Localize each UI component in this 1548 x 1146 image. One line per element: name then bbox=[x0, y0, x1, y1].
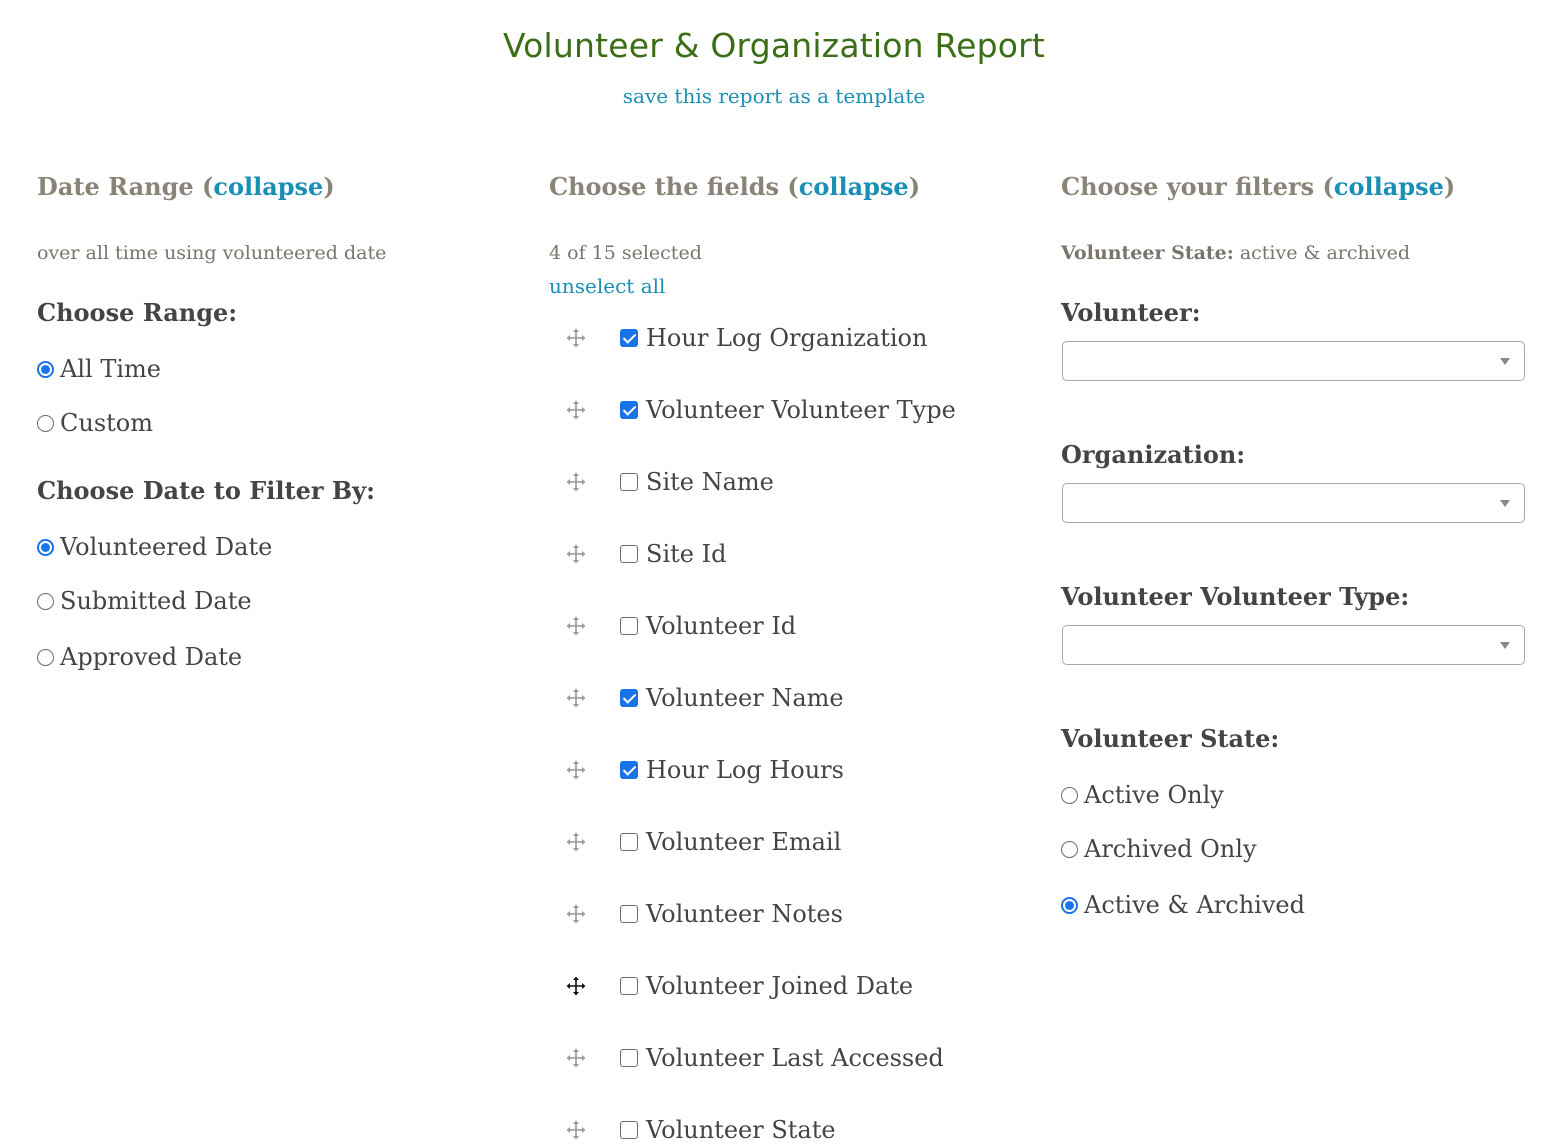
field-row-volunteer-volunteer-type[interactable] bbox=[549, 394, 1029, 426]
field-checkbox[interactable] bbox=[620, 905, 638, 923]
drag-handle-icon[interactable] bbox=[566, 1120, 586, 1140]
radio-all-time[interactable] bbox=[37, 361, 54, 378]
field-row-volunteer-name[interactable] bbox=[549, 682, 1029, 714]
date-option-volunteered[interactable] bbox=[37, 532, 272, 562]
volunteer-filter-label: Volunteer: bbox=[1061, 298, 1201, 327]
state-option-archived-only[interactable] bbox=[1061, 834, 1257, 864]
fields-title: Choose the fields bbox=[549, 172, 779, 201]
field-row-volunteer-id[interactable] bbox=[549, 610, 1029, 642]
drag-handle-icon[interactable] bbox=[566, 760, 586, 780]
field-label[interactable]: Volunteer Last Accessed bbox=[646, 1044, 944, 1072]
field-checkbox[interactable] bbox=[620, 473, 638, 491]
field-row-hour-log-organization[interactable] bbox=[549, 322, 1029, 354]
field-label[interactable]: Site Name bbox=[646, 468, 774, 496]
page-title: Volunteer & Organization Report bbox=[502, 26, 1046, 65]
date-option-approved[interactable] bbox=[37, 642, 242, 672]
date-option-submitted[interactable] bbox=[37, 586, 252, 616]
field-checkbox[interactable] bbox=[620, 833, 638, 851]
radio-submitted-date[interactable] bbox=[37, 593, 54, 610]
field-row-site-name[interactable] bbox=[549, 466, 1029, 498]
fields-collapse-link[interactable]: collapse bbox=[798, 172, 909, 201]
field-checkbox[interactable] bbox=[620, 329, 638, 347]
fields-selected-count: 4 of 15 selected bbox=[549, 242, 702, 264]
filters-summary-label: Volunteer State: bbox=[1061, 242, 1234, 264]
radio-active-only[interactable] bbox=[1061, 787, 1078, 804]
option-label: Volunteered Date bbox=[60, 533, 273, 561]
drag-handle-icon[interactable] bbox=[566, 472, 586, 492]
option-label: Approved Date bbox=[60, 643, 243, 671]
drag-handle-icon[interactable] bbox=[566, 616, 586, 636]
filters-title: Choose your filters bbox=[1061, 172, 1315, 201]
field-row-site-id[interactable] bbox=[549, 538, 1029, 570]
option-label: Archived Only bbox=[1084, 835, 1257, 863]
date-range-summary: over all time using volunteered date bbox=[37, 242, 387, 264]
drag-handle-icon[interactable] bbox=[566, 832, 586, 852]
choose-date-label: Choose Date to Filter By: bbox=[37, 476, 375, 505]
field-checkbox[interactable] bbox=[620, 1121, 638, 1139]
field-checkbox[interactable] bbox=[620, 545, 638, 563]
field-checkbox[interactable] bbox=[620, 689, 638, 707]
field-checkbox[interactable] bbox=[620, 617, 638, 635]
field-row-volunteer-notes[interactable] bbox=[549, 898, 1029, 930]
field-label[interactable]: Volunteer State bbox=[646, 1116, 836, 1144]
field-label[interactable]: Volunteer Email bbox=[646, 828, 842, 856]
filters-collapse-link[interactable]: collapse bbox=[1333, 172, 1444, 201]
drag-handle-icon[interactable] bbox=[566, 544, 586, 564]
field-label[interactable]: Volunteer Volunteer Type bbox=[646, 396, 956, 424]
field-label[interactable]: Hour Log Organization bbox=[646, 324, 928, 352]
option-label: Active & Archived bbox=[1084, 891, 1305, 919]
radio-volunteered-date[interactable] bbox=[37, 539, 54, 556]
volunteer-state-filter-label: Volunteer State: bbox=[1061, 724, 1280, 753]
drag-handle-icon[interactable] bbox=[566, 976, 586, 996]
organization-filter-label: Organization: bbox=[1061, 440, 1246, 469]
drag-handle-icon[interactable] bbox=[566, 328, 586, 348]
filters-heading: Choose your filters (collapse) bbox=[1061, 172, 1456, 201]
state-option-active-archived[interactable] bbox=[1061, 890, 1305, 920]
chevron-down-icon bbox=[1500, 500, 1510, 507]
choose-range-label: Choose Range: bbox=[37, 298, 238, 327]
organization-select[interactable] bbox=[1062, 483, 1525, 523]
option-label: Submitted Date bbox=[60, 587, 252, 615]
field-checkbox[interactable] bbox=[620, 1049, 638, 1067]
field-label[interactable]: Volunteer Joined Date bbox=[646, 972, 914, 1000]
chevron-down-icon bbox=[1500, 642, 1510, 649]
fields-heading: Choose the fields (collapse) bbox=[549, 172, 921, 201]
unselect-all-link[interactable]: unselect all bbox=[549, 274, 666, 298]
range-option-custom[interactable] bbox=[37, 408, 153, 438]
state-option-active-only[interactable] bbox=[1061, 780, 1224, 810]
option-label: Active Only bbox=[1084, 781, 1224, 809]
filters-summary bbox=[1061, 242, 1410, 264]
field-checkbox[interactable] bbox=[620, 401, 638, 419]
radio-archived-only[interactable] bbox=[1061, 841, 1078, 858]
drag-handle-icon[interactable] bbox=[566, 904, 586, 924]
field-label[interactable]: Volunteer Name bbox=[646, 684, 844, 712]
option-label: All Time bbox=[60, 355, 161, 383]
date-range-heading: Date Range (collapse) bbox=[37, 172, 335, 201]
field-label[interactable]: Volunteer Notes bbox=[646, 900, 843, 928]
field-label[interactable]: Site Id bbox=[646, 540, 727, 568]
field-row-volunteer-state[interactable] bbox=[549, 1114, 1029, 1146]
field-label[interactable]: Hour Log Hours bbox=[646, 756, 844, 784]
volunteer-select[interactable] bbox=[1062, 341, 1525, 381]
drag-handle-icon[interactable] bbox=[566, 688, 586, 708]
drag-handle-icon[interactable] bbox=[566, 400, 586, 420]
field-checkbox[interactable] bbox=[620, 761, 638, 779]
radio-active-archived[interactable] bbox=[1061, 897, 1078, 914]
volunteer-type-filter-label: Volunteer Volunteer Type: bbox=[1061, 582, 1410, 611]
option-label: Custom bbox=[60, 409, 153, 437]
field-row-volunteer-last-accessed[interactable] bbox=[549, 1042, 1029, 1074]
field-row-hour-log-hours[interactable] bbox=[549, 754, 1029, 786]
filters-summary-value: active & archived bbox=[1239, 242, 1410, 264]
date-range-title: Date Range bbox=[37, 172, 194, 201]
chevron-down-icon bbox=[1500, 358, 1510, 365]
radio-custom[interactable] bbox=[37, 415, 54, 432]
field-checkbox[interactable] bbox=[620, 977, 638, 995]
field-label[interactable]: Volunteer Id bbox=[646, 612, 797, 640]
field-row-volunteer-email[interactable] bbox=[549, 826, 1029, 858]
date-range-collapse-link[interactable]: collapse bbox=[213, 172, 324, 201]
drag-handle-icon[interactable] bbox=[566, 1048, 586, 1068]
volunteer-type-select[interactable] bbox=[1062, 625, 1525, 665]
range-option-all-time[interactable] bbox=[37, 354, 161, 384]
save-template-link[interactable]: save this report as a template bbox=[622, 84, 926, 108]
radio-approved-date[interactable] bbox=[37, 649, 54, 666]
field-row-volunteer-joined-date[interactable] bbox=[549, 970, 1029, 1002]
